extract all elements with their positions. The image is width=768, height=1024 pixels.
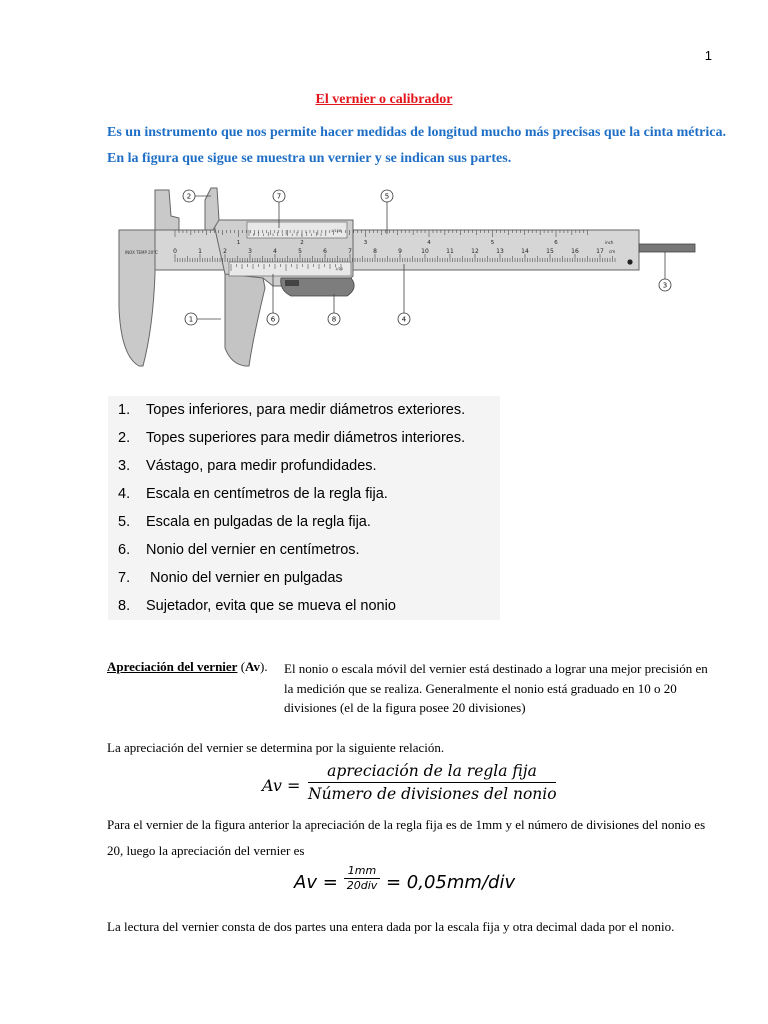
legend-item xyxy=(118,514,371,530)
apreciacion-heading-text: Apreciación del vernier xyxy=(107,659,238,674)
cm-scale-label: 13 xyxy=(496,248,504,255)
legend-item-number: 6. xyxy=(118,542,131,558)
legend-item xyxy=(118,542,360,558)
inch-scale-label: 1 xyxy=(236,240,241,246)
formula1-denominator: Número de divisiones del nonio xyxy=(308,785,557,803)
apreciacion-heading: Apreciación del vernier (Av). xyxy=(107,659,268,674)
depth-rod xyxy=(639,244,695,252)
vernier-figure xyxy=(113,178,705,368)
legend-item-number: 1. xyxy=(118,402,131,418)
callout-number: 8 xyxy=(331,315,337,324)
ejemplo-paragraph: Para el vernier de la figura anterior la apreciación de la regla fija es de 1mm y el número de divisiones del nonio es 20, luego la apreciación del vernier es xyxy=(107,817,706,858)
legend-item-text: Escala en pulgadas de la regla fija. xyxy=(146,514,371,530)
inch-scale-label: 6 xyxy=(554,240,558,246)
cm-unit-label: cm xyxy=(609,249,616,254)
legend-item-number: 5. xyxy=(118,514,131,530)
callout-number: 2 xyxy=(186,192,192,201)
legend-item xyxy=(118,458,377,474)
cm-scale-label: 0 xyxy=(173,248,177,255)
inch-scale-label: 3 xyxy=(363,240,368,246)
legend-item-text: Nonio del vernier en pulgadas xyxy=(146,570,343,586)
legend-item-text: Topes inferiores, para medir diámetros exteriores. xyxy=(146,402,466,418)
callout-number: 1 xyxy=(188,315,194,324)
cm-scale-label: 16 xyxy=(571,248,579,255)
formula1-numerator: apreciación de la regla fija xyxy=(308,762,556,783)
formula2-fraction xyxy=(344,864,380,892)
legend-item xyxy=(118,430,465,446)
apreciacion-body: El nonio o escala móvil del vernier está destinado a lograr una mejor precisión en la medición que se realiza. Generalmente el nonio está graduado en 10 o 20 divisiones (el de la figura posee 20 divisiones) xyxy=(284,661,708,715)
legend-item-number: 4. xyxy=(118,486,131,502)
vernier-cm-label: 1/20 xyxy=(335,267,343,271)
formula2-denominator: 20div xyxy=(346,879,378,892)
beam-end-dot xyxy=(627,259,632,264)
legend-item-text: Vástago, para medir profundidades. xyxy=(146,458,377,474)
cm-scale-label: 6 xyxy=(323,248,327,255)
page-number: 1 xyxy=(704,48,712,63)
callout-number: 4 xyxy=(401,315,407,324)
intro-line-1: Es un instrumento que nos permite hacer medidas de longitud mucho más precisas que la cinta métrica. xyxy=(107,125,726,140)
legend-item xyxy=(118,402,465,418)
cm-scale-label: 15 xyxy=(546,248,554,255)
cm-scale-label: 3 xyxy=(248,248,252,255)
legend-item-text: Topes superiores para medir diámetros interiores. xyxy=(146,430,466,446)
legend-item-text: Escala en centímetros de la regla fija. xyxy=(146,486,388,502)
legend-item-number: 3. xyxy=(118,458,131,474)
inch-unit-label: inch xyxy=(605,240,614,245)
cm-scale-label: 11 xyxy=(446,248,454,255)
relacion-paragraph: La apreciación del vernier se determina por la siguiente relación. xyxy=(107,740,445,755)
parts-legend xyxy=(108,396,500,620)
formula1-fraction xyxy=(308,762,556,803)
cm-scale-label: 4 xyxy=(273,248,277,255)
formula2-rhs: = 0,05mm/div xyxy=(386,872,516,893)
legend-item-number: 7. xyxy=(118,570,131,586)
cm-scale-label: 2 xyxy=(223,248,227,255)
upper-moving-jaw xyxy=(205,188,219,230)
callout-number: 5 xyxy=(384,192,390,201)
lock-screw xyxy=(285,280,299,286)
inch-scale-label: 2 xyxy=(300,240,304,246)
callout-number: 3 xyxy=(662,281,668,290)
cm-scale-label: 17 xyxy=(596,248,604,255)
cm-scale-label: 7 xyxy=(348,248,352,255)
legend-item-text: Sujetador, evita que se mueva el nonio xyxy=(146,598,396,614)
cm-scale-label: 5 xyxy=(298,248,302,255)
upper-fixed-jaw xyxy=(155,190,179,230)
legend-item-text: Nonio del vernier en centímetros. xyxy=(146,542,360,558)
formula1-lhs: Av = xyxy=(262,776,301,795)
callout-number: 6 xyxy=(270,315,276,324)
brand-label: INOX TEMP 20°C xyxy=(125,250,159,255)
legend-item-number: 8. xyxy=(118,598,131,614)
formula2-lhs: Av = xyxy=(294,872,338,893)
apreciacion-symbol: Av xyxy=(245,659,260,674)
lower-moving-jaw xyxy=(225,274,265,366)
vernier-diagram xyxy=(113,178,705,368)
cm-scale-label: 10 xyxy=(421,248,429,255)
formula-apreciacion xyxy=(262,762,562,810)
legend-item xyxy=(118,486,388,502)
cm-scale-label: 9 xyxy=(398,248,402,255)
callout-number: 7 xyxy=(276,192,282,201)
legend-item-number: 2. xyxy=(118,430,131,446)
cm-scale-label: 12 xyxy=(471,248,479,255)
cm-scale-label: 1 xyxy=(198,248,202,255)
cm-scale-label: 8 xyxy=(373,248,377,255)
inch-scale-label: 5 xyxy=(490,240,495,246)
formula2-numerator: 1mm xyxy=(344,864,380,879)
inch-scale-label: 4 xyxy=(427,240,431,246)
intro-line-2: En la figura que sigue se muestra un vernier y se indican sus partes. xyxy=(107,151,512,166)
legend-item xyxy=(118,570,343,586)
cm-scale-label: 14 xyxy=(521,248,529,255)
legend-item xyxy=(118,598,396,614)
page-title: El vernier o calibrador xyxy=(315,92,453,107)
vernier-inch-label: 1/128 xyxy=(331,229,342,233)
lectura-paragraph: La lectura del vernier consta de dos partes una entera dada por la escala fija y otra decimal dada por el nonio. xyxy=(107,919,675,934)
main-beam xyxy=(119,230,639,270)
